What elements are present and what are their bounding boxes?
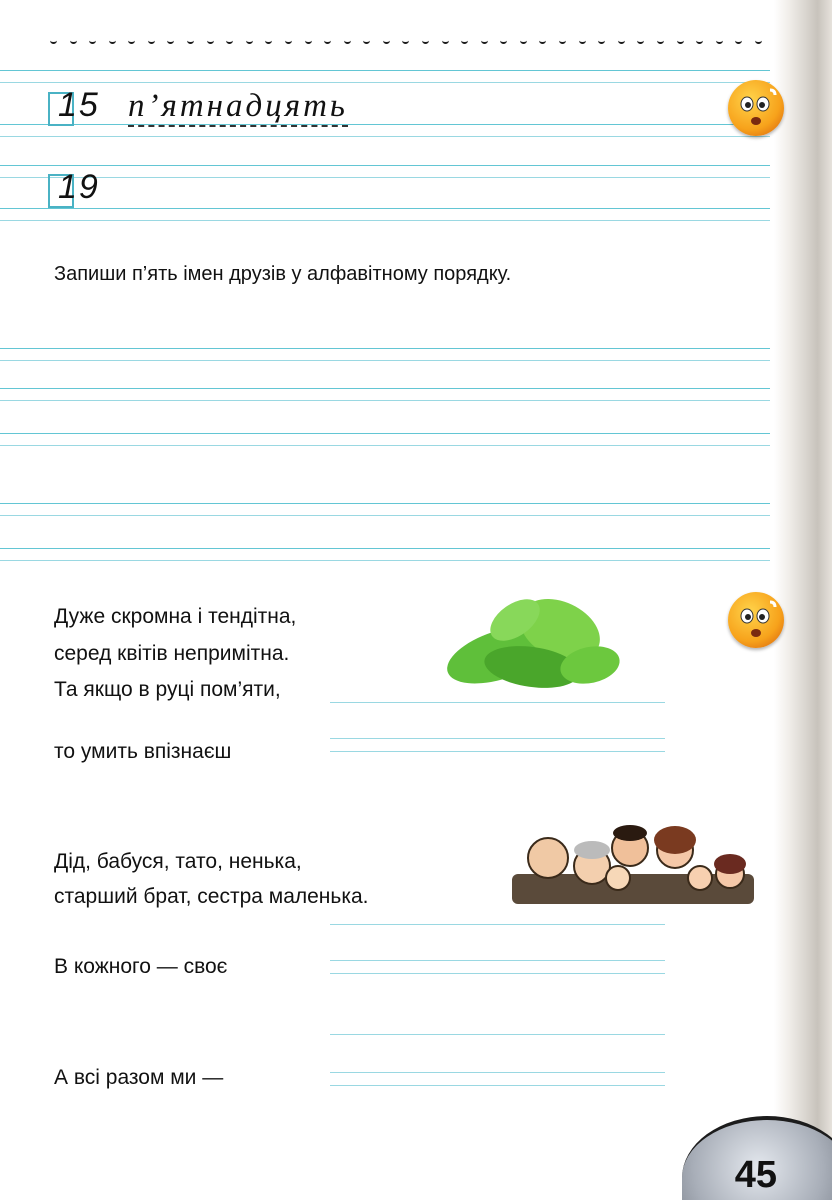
page-number: 45 xyxy=(734,1154,777,1196)
ring xyxy=(265,36,272,44)
line-rule xyxy=(0,208,770,209)
ring xyxy=(539,36,546,44)
task-instruction: Запиши п’ять імен друзів у алфавітному порядку. xyxy=(54,263,512,285)
line-rule xyxy=(0,82,770,83)
binding-rings xyxy=(50,36,762,48)
ring xyxy=(716,36,723,44)
riddle-line: старший брат, сестра маленька. xyxy=(54,885,369,908)
ring xyxy=(70,36,77,44)
ring xyxy=(677,36,684,44)
ring xyxy=(422,36,429,44)
answer-prompt: В кожного — своє xyxy=(54,955,228,978)
ring xyxy=(598,36,605,44)
ring xyxy=(481,36,488,44)
ring xyxy=(187,36,194,44)
number-nineteen: 19 xyxy=(58,168,100,206)
line-rule xyxy=(0,165,770,166)
ring xyxy=(89,36,96,44)
line-rule xyxy=(0,136,770,137)
answer-line[interactable] xyxy=(330,738,665,752)
ring xyxy=(50,36,57,44)
line-rule xyxy=(0,124,770,125)
line-rule xyxy=(0,360,770,361)
puzzled-face-icon xyxy=(728,80,784,136)
ring xyxy=(755,36,762,44)
ring xyxy=(363,36,370,44)
family-group xyxy=(510,818,756,904)
ring xyxy=(305,36,312,44)
line-rule xyxy=(0,348,770,349)
riddle-line: Дуже скромна і тендітна, xyxy=(54,605,297,628)
line-rule xyxy=(0,560,770,561)
ring xyxy=(500,36,507,44)
ring xyxy=(246,36,253,44)
answer-prompt: А всі разом ми — xyxy=(54,1066,224,1089)
ring xyxy=(148,36,155,44)
ring xyxy=(442,36,449,44)
ring xyxy=(383,36,390,44)
line-rule xyxy=(0,445,770,446)
ring xyxy=(128,36,135,44)
ring xyxy=(167,36,174,44)
ring xyxy=(461,36,468,44)
number-fifteen: 15 xyxy=(58,86,100,124)
ring xyxy=(618,36,625,44)
line-rule xyxy=(0,70,770,71)
answer-prompt: то умить впізнаєш xyxy=(54,740,232,763)
line-rule xyxy=(0,548,770,549)
ring xyxy=(226,36,233,44)
line-rule xyxy=(0,177,770,178)
ring xyxy=(696,36,703,44)
ring xyxy=(579,36,586,44)
riddle-line: Та якщо в руці пом’яти, xyxy=(54,678,281,701)
answer-line[interactable] xyxy=(330,960,665,974)
mint-leaves xyxy=(440,585,625,695)
line-rule xyxy=(0,400,770,401)
line-rule xyxy=(0,515,770,516)
line-rule xyxy=(0,388,770,389)
answer-line xyxy=(330,1034,665,1047)
answer-line xyxy=(330,924,665,937)
ring xyxy=(324,36,331,44)
ring xyxy=(109,36,116,44)
ring xyxy=(637,36,644,44)
puzzled-face-icon xyxy=(728,592,784,648)
ring xyxy=(657,36,664,44)
riddle-line: Дід, бабуся, тато, ненька, xyxy=(54,850,302,873)
ring xyxy=(402,36,409,44)
ring xyxy=(344,36,351,44)
riddle-line: серед квітів непримітна. xyxy=(54,642,290,665)
line-rule xyxy=(0,433,770,434)
number-word: п’ятнадцять xyxy=(128,88,348,127)
line-rule xyxy=(0,220,770,221)
answer-line xyxy=(330,702,665,715)
ring xyxy=(520,36,527,44)
answer-line[interactable] xyxy=(330,1072,665,1086)
ring xyxy=(285,36,292,44)
ring xyxy=(207,36,214,44)
ring xyxy=(735,36,742,44)
ring xyxy=(559,36,566,44)
line-rule xyxy=(0,503,770,504)
